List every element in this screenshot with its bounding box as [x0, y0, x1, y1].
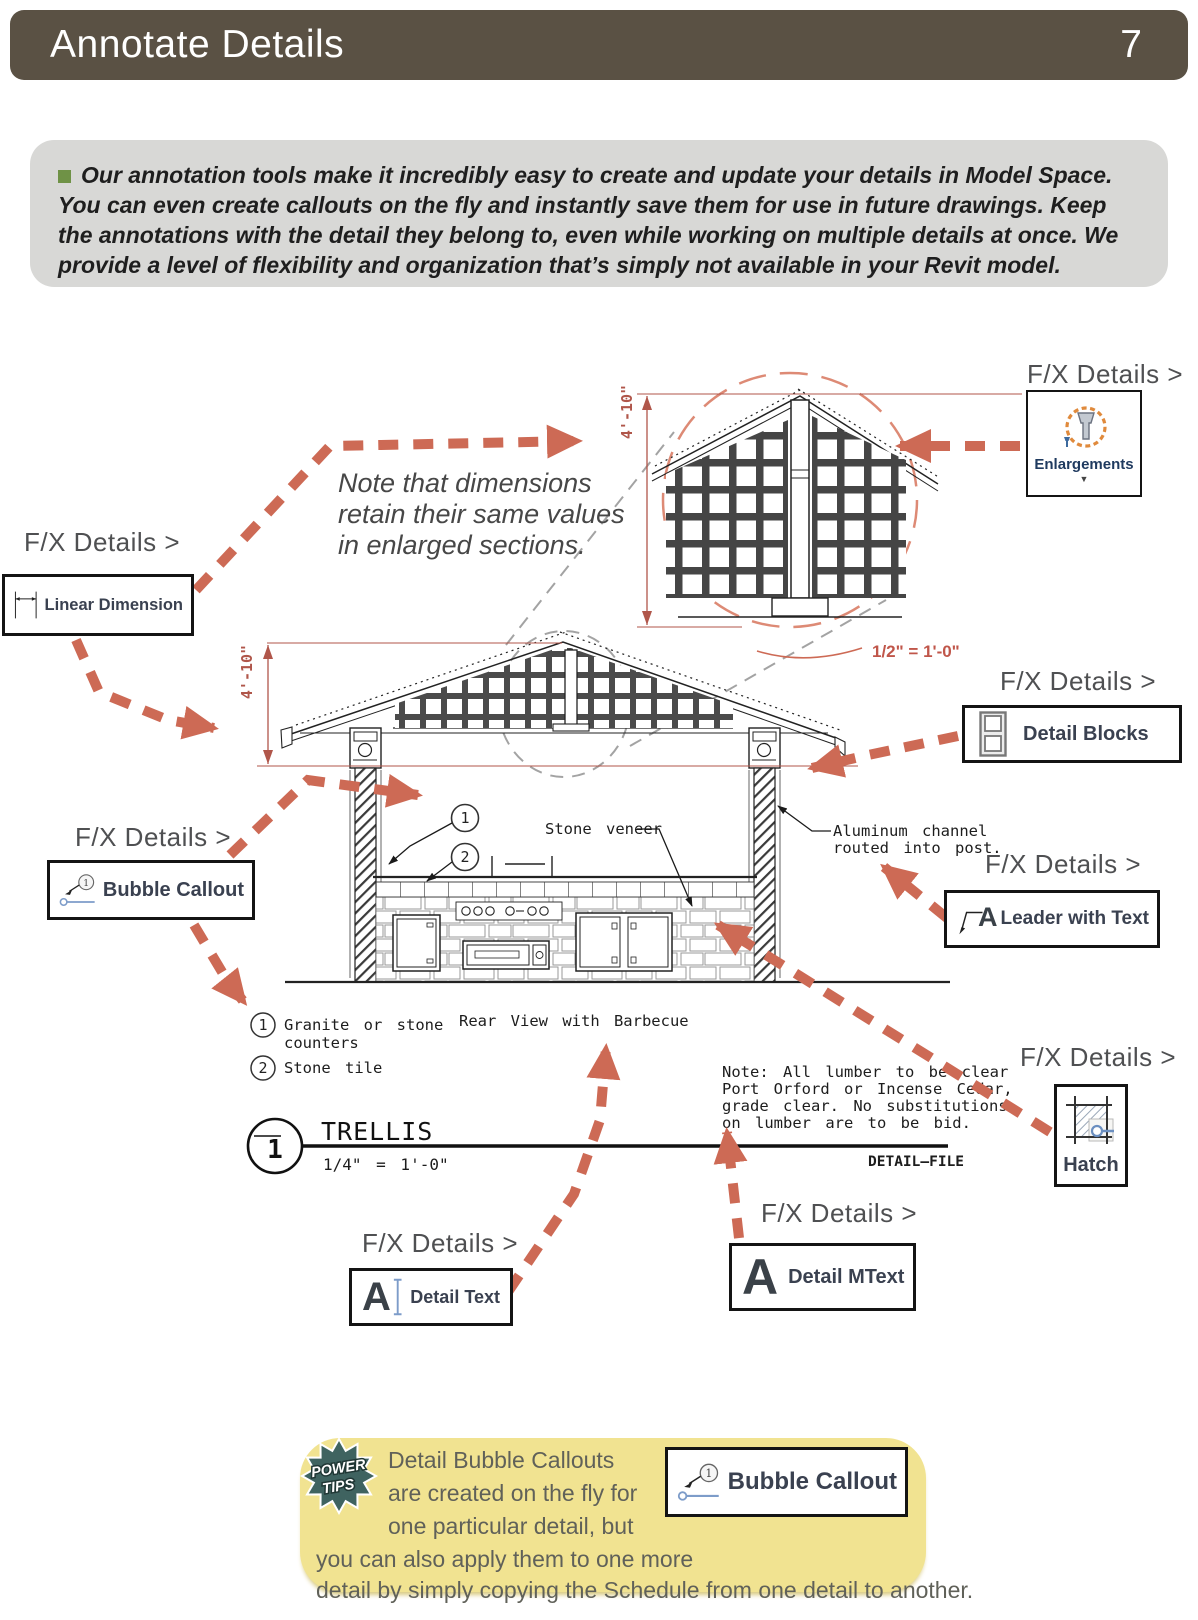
- power-tips-word2: TIPS: [321, 1476, 356, 1498]
- legend-1-num: 1: [258, 1016, 268, 1034]
- hatch-button[interactable]: [1054, 1084, 1128, 1187]
- legend-2-num: 2: [258, 1059, 268, 1077]
- enlargements-icon: [1058, 403, 1110, 453]
- fx-label-enlargements: F/X Details >: [1027, 359, 1184, 389]
- leader-with-text-label: Leader with Text: [1000, 908, 1149, 929]
- main-drawing: [238, 632, 1013, 1174]
- detail-scale: 1/4" = 1'-0": [323, 1155, 449, 1174]
- header-bar: [10, 10, 1188, 80]
- tip-bubble-callout-label: Bubble Callout: [727, 1468, 897, 1495]
- intro-text: Our annotation tools make it incredibly easy to create and update your details in Model Space. You can even create callouts on the fly and instantly save them for use in future drawings. Keep the annotations with the detail they belong to, even while working on multiple details at once. We provide a level of flexibility and organization that’s simply not available in your Revit model.: [58, 162, 1119, 278]
- bubble-callout-icon: [58, 866, 99, 914]
- enlarged-dim-text: 4'-10": [618, 384, 636, 440]
- arrow-detail-mtext: [727, 1132, 739, 1238]
- hatch-label: Hatch: [1063, 1154, 1119, 1176]
- detail-text-label: Detail Text: [410, 1286, 500, 1307]
- fx-label-hatch: F/X Details >: [1020, 1042, 1177, 1072]
- detail-blocks-button[interactable]: [962, 705, 1182, 763]
- aluminum-label-2: routed into post.: [833, 839, 1002, 857]
- fx-label-detail-mtext: F/X Details >: [761, 1198, 918, 1228]
- fx-label-detail-text: F/X Details >: [362, 1228, 519, 1258]
- intro-box: [30, 140, 1168, 287]
- lumber-note: [722, 1063, 1013, 1132]
- detail-file-ref: DETAIL—FILE: [868, 1154, 965, 1170]
- bubble-callout-label: Bubble Callout: [102, 878, 244, 901]
- legend-2-text: Stone tile: [284, 1059, 383, 1077]
- leader-letter-glyph: A: [977, 901, 998, 932]
- tip-line-5: detail by simply copying the Schedule from one detail to another.: [316, 1577, 974, 1603]
- fx-label-linear-dimension: F/X Details >: [24, 527, 181, 557]
- bubble-callout-button[interactable]: [47, 860, 255, 920]
- power-tips-word1: POWER: [310, 1456, 367, 1482]
- svg-text:1: 1: [705, 1467, 713, 1481]
- detail-text-letter-glyph: A: [362, 1275, 391, 1319]
- fx-label-detail-blocks: F/X Details >: [1000, 666, 1157, 696]
- drawing-caption: Rear View with Barbecue: [459, 1012, 689, 1030]
- detail-blocks-label: Detail Blocks: [1023, 722, 1149, 745]
- linear-dimension-button[interactable]: [2, 574, 194, 636]
- power-tips-badge: [296, 1436, 382, 1518]
- tip-line-3: one particular detail, but: [388, 1513, 634, 1539]
- tip-line-1: Detail Bubble Callouts: [388, 1447, 615, 1473]
- detail-mtext-button[interactable]: [729, 1243, 916, 1311]
- detail-number: 1: [267, 1135, 283, 1165]
- enlargements-label: Enlargements: [1034, 456, 1134, 473]
- arrow-bubble-callout-down: [194, 925, 244, 1002]
- detail-title: TRELLIS: [321, 1117, 434, 1146]
- dimension-note-line1: Note that dimensions: [338, 468, 592, 498]
- drawing-bubble-callouts: [389, 805, 479, 882]
- linear-dimension-label: Linear Dimension: [44, 595, 183, 614]
- bubble-1: 1: [460, 809, 470, 827]
- page-number: 7: [1120, 23, 1142, 66]
- fx-label-leader-with-text: F/X Details >: [985, 849, 1142, 879]
- lumber-note-1: Note: All lumber to be clear: [722, 1063, 1009, 1081]
- bullet-icon: [58, 170, 71, 183]
- detail-text-button[interactable]: [349, 1268, 513, 1326]
- tip-bubble-callout-icon: [676, 1454, 724, 1510]
- hatch-icon: [1064, 1094, 1118, 1150]
- stone-veneer-label: Stone veneer: [545, 820, 662, 838]
- aluminum-label-1: Aluminum channel: [833, 822, 988, 840]
- dropdown-caret-icon: ▼: [1079, 474, 1089, 484]
- arrow-leader-with-text: [884, 867, 947, 918]
- enlargements-button[interactable]: [1026, 390, 1142, 497]
- enlarged-scale-text: 1/2" = 1'-0": [872, 642, 960, 661]
- svg-text:1: 1: [83, 877, 90, 889]
- drawing-legend: [251, 1013, 443, 1080]
- fx-label-bubble-callout: F/X Details >: [75, 822, 232, 852]
- enlarged-section-drawing: [618, 373, 1022, 661]
- detail-mtext-label: Detail MText: [788, 1265, 905, 1288]
- legend-1-line2: counters: [284, 1034, 359, 1052]
- linear-dimension-icon: [13, 581, 39, 629]
- detail-blocks-icon: [979, 711, 1007, 757]
- lumber-note-4: on lumber are to be bid.: [722, 1114, 971, 1132]
- legend-1-line1: Granite or stone: [284, 1016, 444, 1034]
- arrow-bubble-callout-up: [230, 780, 418, 855]
- tip-line-4: you can also apply them to one more: [316, 1546, 694, 1572]
- text-cursor-icon: [391, 1275, 404, 1319]
- bubble-2: 2: [460, 848, 470, 866]
- lumber-note-2: Port Orford or Incense Cedar,: [722, 1080, 1013, 1098]
- main-dim-text: 4'-10": [238, 644, 256, 700]
- detail-mtext-letter-glyph: A: [742, 1249, 779, 1305]
- page-title: Annotate Details: [50, 23, 345, 66]
- leader-with-text-button[interactable]: [944, 890, 1160, 948]
- dimension-note-line3: in enlarged sections.: [338, 530, 586, 560]
- dimension-note-line2: retain their same values: [338, 499, 625, 529]
- tip-bubble-callout-button[interactable]: [665, 1447, 908, 1517]
- tip-line-2: are created on the fly for: [388, 1480, 638, 1506]
- dimension-note: [338, 468, 625, 561]
- arrow-linear-dim-to-main-dim: [76, 640, 214, 728]
- arrow-detail-text: [508, 1048, 606, 1292]
- arrow-detail-blocks: [812, 736, 958, 768]
- lumber-note-3: grade clear. No substitutions: [722, 1097, 1008, 1115]
